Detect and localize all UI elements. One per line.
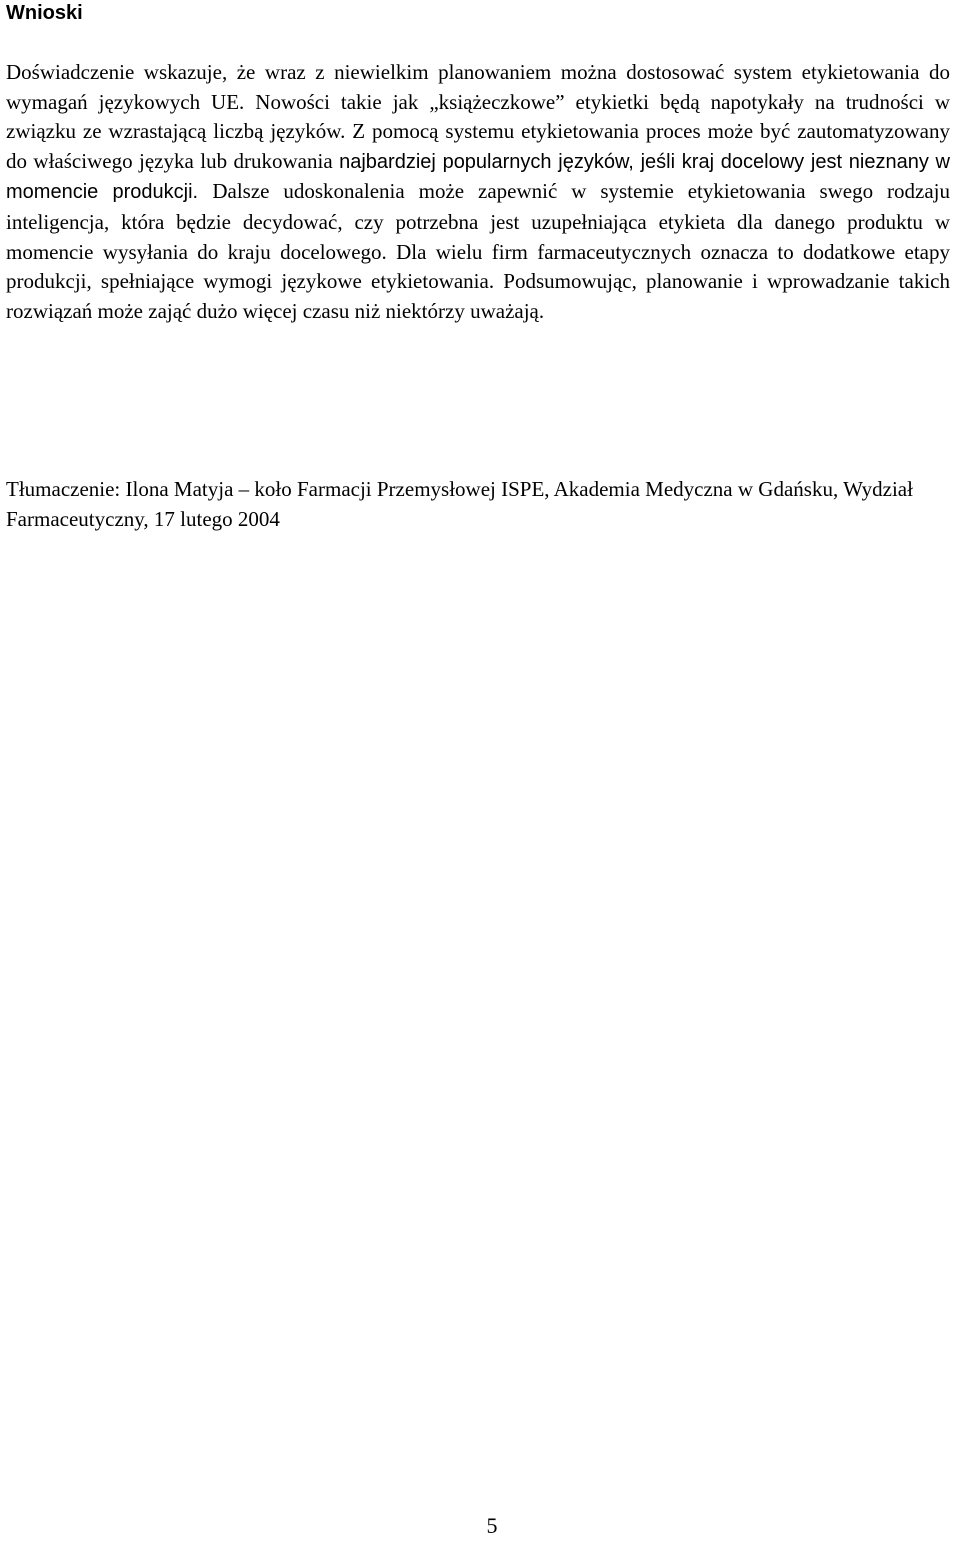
- section-heading: Wnioski: [6, 2, 83, 24]
- conclusions-paragraph: [6, 58, 950, 326]
- paragraph-segment-1: Doświadczenie wskazuje, że wraz z niewielkim planowaniem można dostosować system etykietowania do wymagań językowych UE. Nowości takie jak „książeczkowe” etykietki będą napotykały na trudności w związku ze wzrastającą liczbą języków.: [6, 60, 950, 144]
- paragraph-segment-2: Z pomocą systemu etykietowania proces może być zautomatyzowany do właściwego języka lub drukowania: [6, 119, 950, 173]
- paragraph-segment-3: najbardziej popularnych języków, jeśli kraj docelowy jest nieznany w momencie produkcji.: [6, 150, 951, 204]
- paragraph-segment-5: Dla wielu firm farmaceutycznych oznacza to dodatkowe etapy produkcji, spełniające wymogi językowe etykietowania.: [6, 239, 950, 294]
- paragraph-segment-4: Dalsze udoskonalenia może zapewnić w systemie etykietowania swego rodzaju inteligencja, która będzie decydować, czy potrzebna jest uzupełniająca etykieta dla danego produktu w momencie wysyłania do kraju docelowego.: [6, 179, 950, 264]
- translation-credit: Tłumaczenie: Ilona Matyja – koło Farmacji Przemysłowej ISPE, Akademia Medyczna w Gdańsku, Wydział Farmaceutyczny, 17 lutego 2004: [6, 477, 913, 531]
- page-number: 5: [486, 1513, 498, 1538]
- paragraph-segment-6: Podsumowując, planowanie i wprowadzanie takich rozwiązań może zająć dużo więcej czasu niż niektórzy uważają.: [6, 269, 950, 323]
